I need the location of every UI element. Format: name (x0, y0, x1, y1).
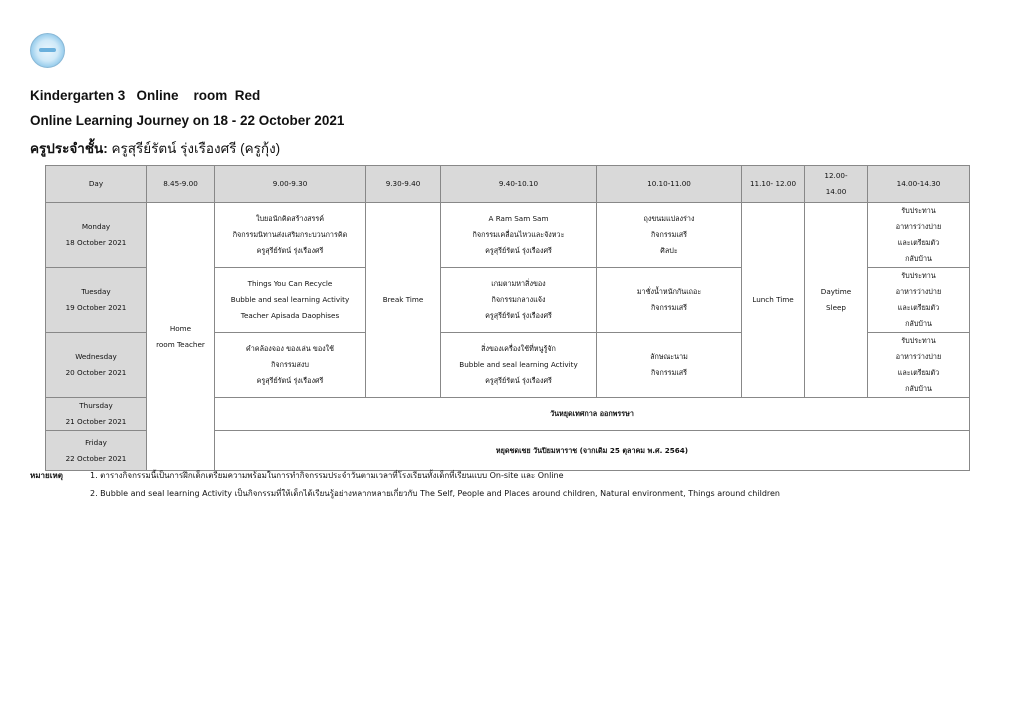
note-item: 2. Bubble and seal learning Activity เป็นกิจกรรมที่ให้เด็กได้เรียนรู้อย่างหลากหลายเกี่ยวกับ The Self, People and Places around children, Natural environment, Things around children (90, 489, 780, 498)
sleep-line: Sleep (826, 303, 846, 312)
activity-cell (441, 203, 597, 268)
day-date: 19 October 2021 (65, 303, 127, 312)
activity-line: เกมตามหาสิ่งของ (491, 279, 546, 288)
activity-line: กิจกรรมสงบ (271, 360, 309, 369)
activity-line: ครูสุรีย์รัตน์ รุ่งเรืองศรี (256, 376, 324, 385)
holiday-cell: วันหยุดเทศกาล ออกพรรษา (215, 398, 970, 431)
activity-line: ลักษณะนาม (650, 352, 688, 361)
activity-line: Bubble and seal learning Activity (459, 360, 578, 369)
day-cell-tuesday (46, 268, 147, 333)
activity-line: ใบยอนักคิดสร้างสรรค์ (255, 214, 325, 223)
homeroom-cell (147, 203, 215, 471)
col-930: 9.30-9.40 (366, 166, 441, 203)
day-date: 21 October 2021 (65, 417, 127, 426)
activity-line: กิจกรรมกลางแจ้ง (491, 295, 546, 304)
lunch-time-cell: Lunch Time (742, 203, 805, 398)
day-cell-thursday (46, 398, 147, 431)
sleep-line: Daytime (820, 287, 852, 296)
activity-line: กิจกรรมนิทานส่งเสริมกระบวนการคิด (232, 230, 348, 239)
pickup-line: รับประทาน (901, 336, 936, 345)
activity-line: ครูสุรีย์รัตน์ รุ่งเรืองศรี (256, 246, 324, 255)
col-845: 8.45-9.00 (147, 166, 215, 203)
day-name: Wednesday (75, 352, 117, 361)
break-time-cell: Break Time (366, 203, 441, 398)
day-name: Monday (81, 222, 111, 231)
col-day: Day (46, 166, 147, 203)
activity-cell (215, 268, 366, 333)
activity-line: Teacher Apisada Daophises (240, 311, 340, 320)
activity-line: กิจกรรมเคลื่อนไหวและจังหวะ (472, 230, 565, 239)
col-1200 (805, 166, 868, 203)
daytime-sleep-cell (805, 203, 868, 398)
pickup-cell (868, 268, 970, 333)
table-row (46, 203, 970, 268)
day-name: Thursday (79, 401, 113, 410)
activity-line: ครูสุรีย์รัตน์ รุ่งเรืองศรี (485, 376, 552, 385)
activity-cell (215, 203, 366, 268)
activity-line: Things You Can Recycle (247, 279, 333, 288)
activity-cell (597, 203, 742, 268)
pickup-line: และเตรียมตัว (897, 303, 940, 312)
activity-line: ถุงขนมแปลงร่าง (643, 214, 695, 223)
activity-cell (215, 333, 366, 398)
col-1400: 14.00-14.30 (868, 166, 970, 203)
activity-line: กิจกรรมเสรี (650, 230, 688, 239)
homeroom-line: Home (169, 323, 192, 333)
activity-line: ครูสุรีย์รัตน์ รุ่งเรืองศรี (485, 246, 552, 255)
day-date: 20 October 2021 (65, 368, 127, 377)
pickup-cell (868, 203, 970, 268)
journey-title: Online Learning Journey on 18 - 22 October 2021 (30, 113, 345, 128)
activity-cell (441, 333, 597, 398)
notes-label: หมายเหตุ (30, 471, 63, 480)
pickup-line: รับประทาน (901, 206, 936, 215)
activity-cell (441, 268, 597, 333)
activity-line: สิ่งของเครื่องใช้ที่หนูรู้จัก (481, 344, 556, 353)
col-900: 9.00-9.30 (215, 166, 366, 203)
homeroom-teacher (30, 137, 280, 159)
class-title: Kindergarten 3 Online room Red (30, 88, 261, 103)
pickup-line: อาหารว่างบ่าย (895, 352, 942, 361)
teacher-name: ครูสุรีย์รัตน์ รุ่งเรืองศรี (ครูกุ้ง) (107, 141, 281, 156)
day-cell-monday (46, 203, 147, 268)
day-date: 22 October 2021 (65, 453, 127, 463)
pickup-line: กลับบ้าน (905, 384, 932, 393)
pickup-line: และเตรียมตัว (897, 238, 940, 247)
activity-cell (597, 333, 742, 398)
pickup-cell (868, 333, 970, 398)
teacher-label: ครูประจำชั้น: (30, 141, 108, 156)
pickup-line: รับประทาน (901, 271, 936, 280)
school-logo (30, 33, 65, 68)
header-row (46, 166, 970, 203)
col-1010: 10.10-11.00 (597, 166, 742, 203)
activity-line: กิจกรรมเสรี (650, 368, 688, 377)
holiday-cell: หยุดชดเชย วันปิยมหาราช (จากเดิม 25 ตุลาคม พ.ศ. 2564) (215, 431, 970, 471)
pickup-line: และเตรียมตัว (897, 368, 940, 377)
day-date: 18 October 2021 (65, 238, 127, 247)
schedule-table (45, 165, 970, 471)
pickup-line: อาหารว่างบ่าย (895, 287, 942, 296)
col-1200-b: 14.00 (825, 187, 847, 196)
col-940: 9.40-10.10 (441, 166, 597, 203)
activity-line: ครูสุรีย์รัตน์ รุ่งเรืองศรี (485, 311, 552, 320)
day-name: Tuesday (81, 287, 111, 296)
activity-line: A Ram Sam Sam (488, 214, 549, 223)
day-name: Friday (85, 437, 107, 447)
day-cell-wednesday (46, 333, 147, 398)
homeroom-line: room Teacher (156, 339, 205, 349)
activity-line: ศิลปะ (660, 246, 678, 255)
activity-line: กิจกรรมเสรี (650, 303, 688, 312)
pickup-line: กลับบ้าน (905, 319, 932, 328)
activity-cell (597, 268, 742, 333)
pickup-line: อาหารว่างบ่าย (895, 222, 942, 231)
note-item: 1. ตารางกิจกรรมนี้เป็นการฝึกเด็กเตรียมความพร้อมในการทำกิจกรรมประจำวันตามเวลาที่โรงเรียนทั้งเด็กที่เรียนแบบ On-site และ Online (90, 471, 564, 480)
activity-line: คำคล้องจอง ของเล่น ของใช้ (245, 344, 335, 353)
col-1200-a: 12.00- (824, 171, 848, 180)
day-cell-friday (46, 431, 147, 471)
activity-line: Bubble and seal learning Activity (230, 295, 350, 304)
activity-line: มาชั่งน้ำหนักกันเถอะ (636, 287, 702, 296)
pickup-line: กลับบ้าน (905, 254, 932, 263)
col-1110: 11.10- 12.00 (742, 166, 805, 203)
